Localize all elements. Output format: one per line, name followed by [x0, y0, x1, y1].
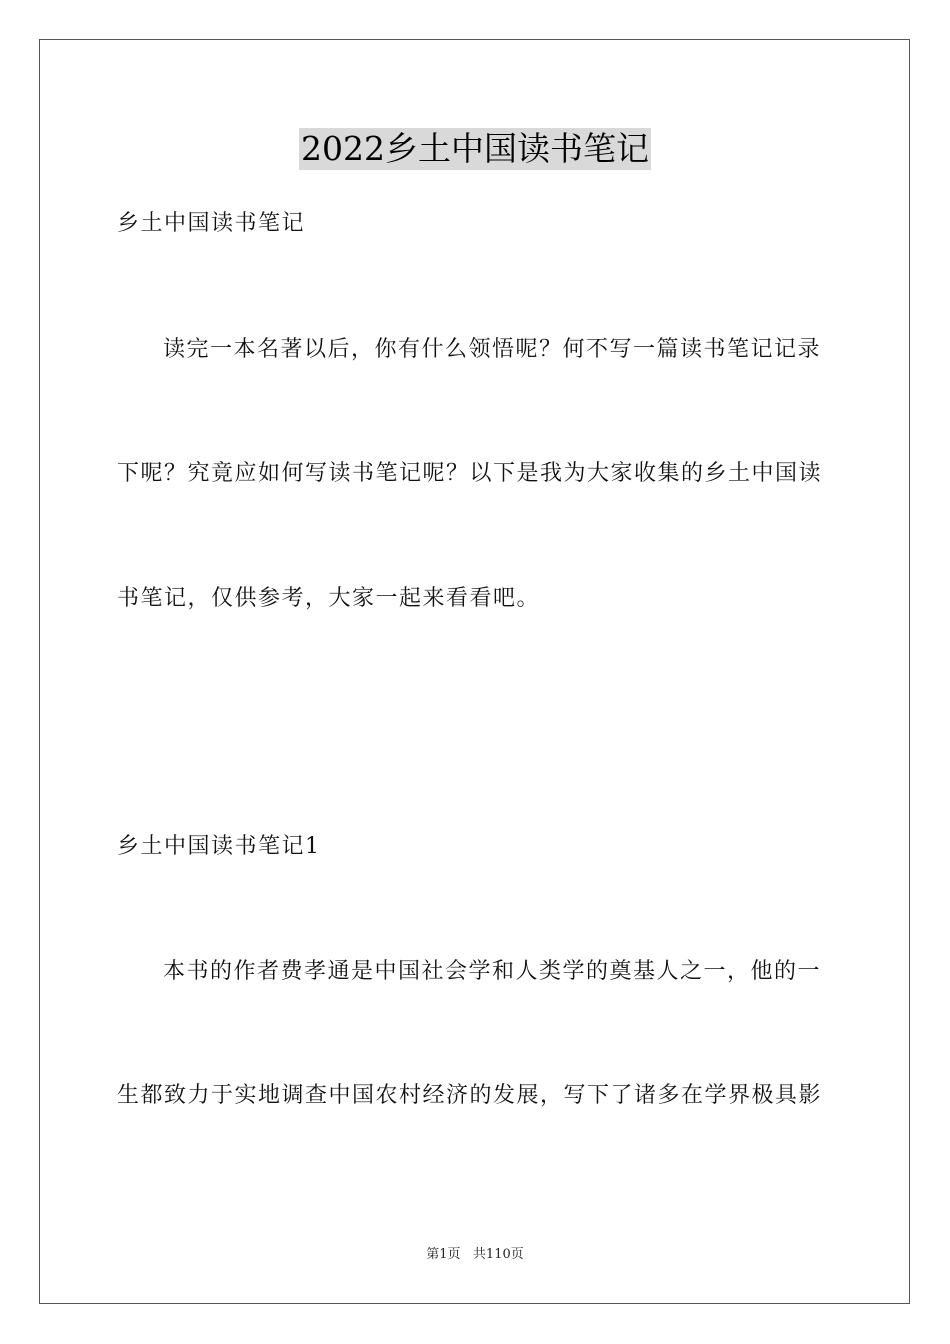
paragraph-line: 书笔记，仅供参考，大家一起来看看吧。 [117, 586, 541, 611]
subtitle-line: 乡土中国读书笔记 [117, 211, 306, 236]
paragraph-line: 本书的作者费孝通是中国社会学和人类学的奠基人之一，他的一 [163, 959, 822, 984]
paragraph-line: 读完一本名著以后，你有什么领悟呢？何不写一篇读书笔记记录 [163, 337, 822, 362]
page-footer: 第1页 共110页 [426, 1247, 524, 1262]
document-title-container [0, 128, 950, 170]
paragraph-line: 下呢？究竟应如何写读书笔记呢？以下是我为大家收集的乡土中国读 [117, 461, 823, 486]
document-title: 2022乡土中国读书笔记 [301, 129, 649, 168]
section-heading: 乡土中国读书笔记1 [117, 834, 321, 859]
paragraph-line: 生都致力于实地调查中国农村经济的发展，写下了诸多在学界极具影 [117, 1083, 823, 1108]
